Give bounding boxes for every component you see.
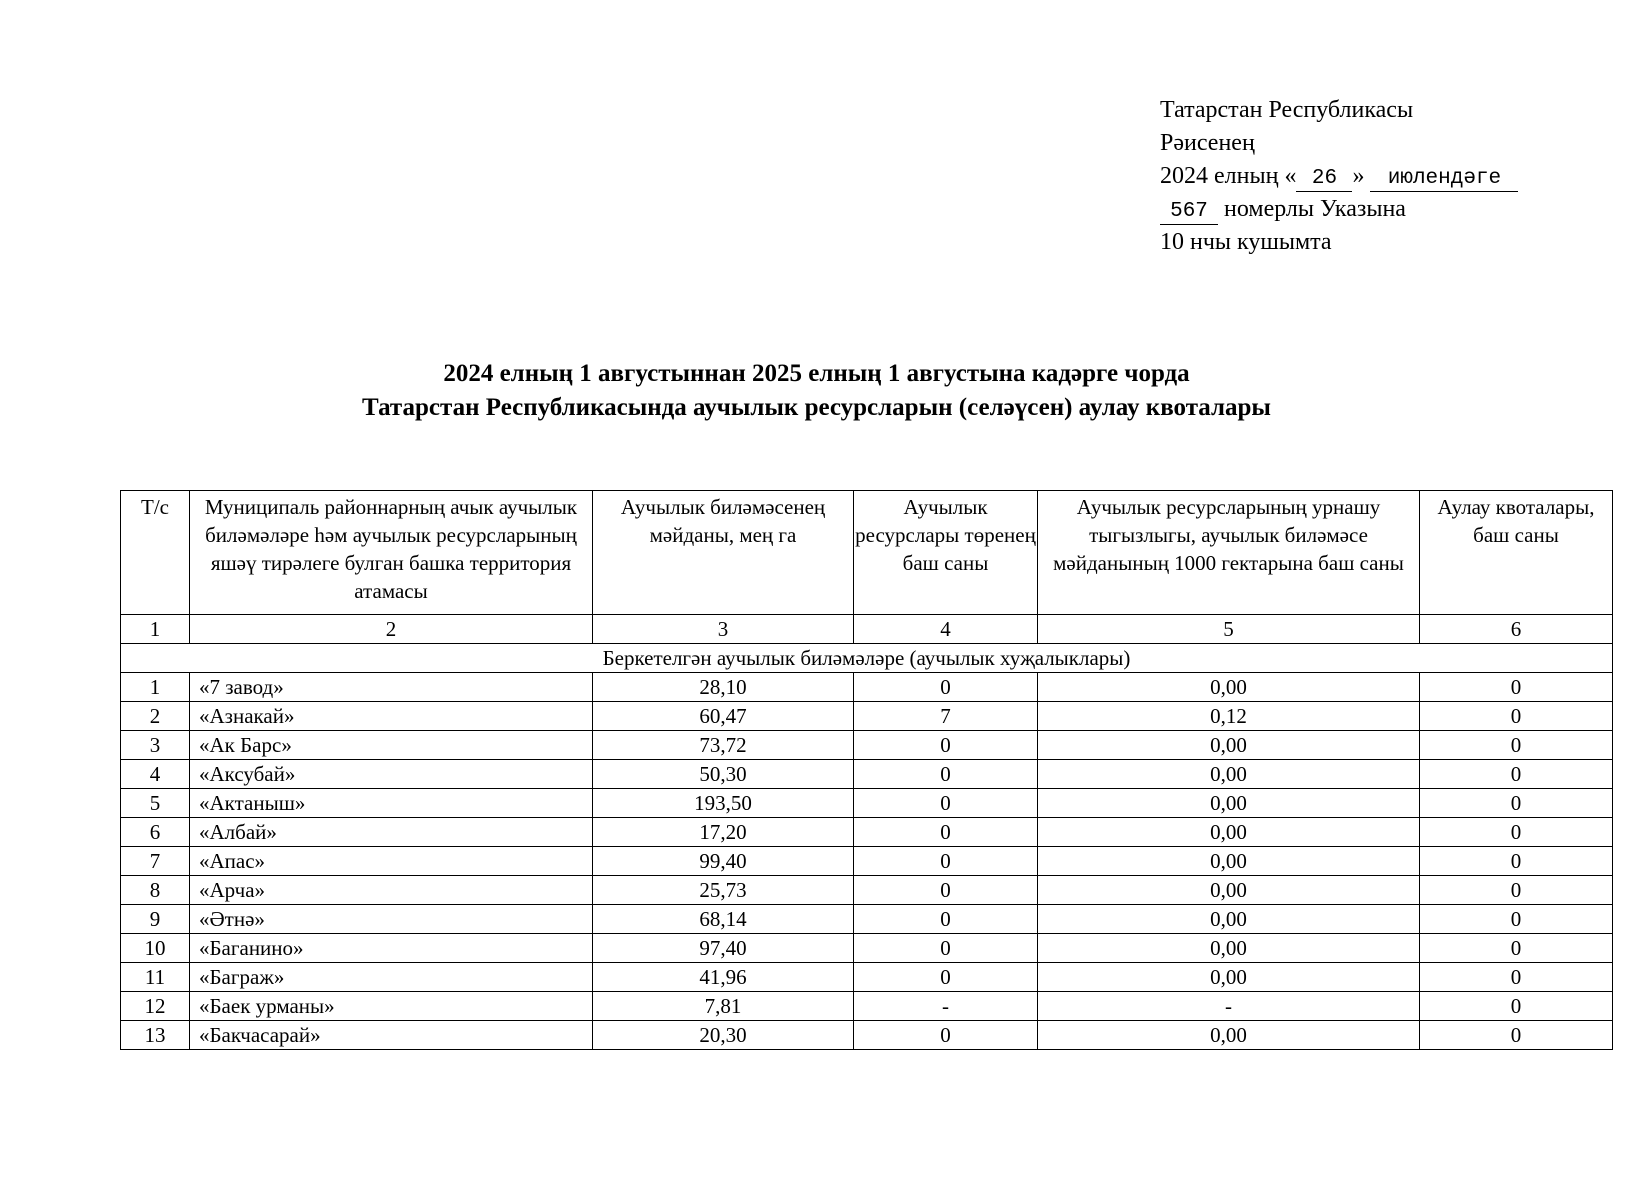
cell-territory-name: «7 завод» (190, 673, 593, 702)
table-row (121, 934, 1613, 963)
cell-count: 0 (854, 905, 1038, 934)
cell-density: 0,00 (1038, 963, 1420, 992)
title-line-2: Татарстан Республикасында аучылык ресурсларын (селәүсен) аулау квоталары (362, 394, 1271, 421)
cell-index: 5 (121, 789, 190, 818)
title-line-1: 2024 елның 1 августыннан 2025 елның 1 августына кадәрге чорда (443, 360, 1190, 387)
cell-area: 41,96 (593, 963, 854, 992)
cell-area: 73,72 (593, 731, 854, 760)
section-row (121, 644, 1613, 673)
table-row (121, 818, 1613, 847)
cell-density: 0,00 (1038, 934, 1420, 963)
cell-territory-name: «Албай» (190, 818, 593, 847)
header-area: Аучылык биләмәсенең мәйданы, мең га (593, 491, 854, 615)
cell-territory-name: «Арча» (190, 876, 593, 905)
cell-quota: 0 (1420, 963, 1613, 992)
cell-territory-name: «Апас» (190, 847, 593, 876)
header-density: Аучылык ресурсларының урнашу тыгызлыгы, аучылык биләмәсе мәйданының 1000 гектарына баш саны (1038, 491, 1420, 615)
annex-day: 26 (1296, 167, 1352, 192)
table-row (121, 731, 1613, 760)
table-row (121, 847, 1613, 876)
cell-quota: 0 (1420, 702, 1613, 731)
cell-quota: 0 (1420, 760, 1613, 789)
cell-count: 0 (854, 673, 1038, 702)
cell-area: 7,81 (593, 992, 854, 1021)
cell-count: 0 (854, 1021, 1038, 1050)
cell-index: 12 (121, 992, 190, 1021)
cell-density: - (1038, 992, 1420, 1021)
cell-territory-name: «Баганино» (190, 934, 593, 963)
table-row (121, 992, 1613, 1021)
cell-area: 68,14 (593, 905, 854, 934)
table-row (121, 760, 1613, 789)
column-number: 2 (190, 615, 593, 644)
cell-area: 50,30 (593, 760, 854, 789)
cell-index: 6 (121, 818, 190, 847)
cell-area: 17,20 (593, 818, 854, 847)
annex-line-number (1160, 193, 1560, 226)
cell-density: 0,00 (1038, 847, 1420, 876)
cell-density: 0,00 (1038, 876, 1420, 905)
annex-number-suffix: номерлы Указына (1218, 196, 1406, 222)
cell-quota: 0 (1420, 992, 1613, 1021)
quota-table-container (120, 490, 1612, 1050)
table-row (121, 702, 1613, 731)
cell-quota: 0 (1420, 905, 1613, 934)
cell-count: - (854, 992, 1038, 1021)
cell-quota: 0 (1420, 1021, 1613, 1050)
cell-quota: 0 (1420, 731, 1613, 760)
column-number: 5 (1038, 615, 1420, 644)
annex-line-president: Рәисенең (1160, 130, 1255, 156)
column-number: 4 (854, 615, 1038, 644)
cell-quota: 0 (1420, 818, 1613, 847)
cell-quota: 0 (1420, 789, 1613, 818)
table-row (121, 673, 1613, 702)
cell-density: 0,00 (1038, 731, 1420, 760)
annex-line-appendix: 10 нчы кушымта (1160, 229, 1332, 255)
column-number-row (121, 615, 1613, 644)
cell-density: 0,00 (1038, 905, 1420, 934)
cell-area: 97,40 (593, 934, 854, 963)
column-number: 1 (121, 615, 190, 644)
cell-index: 2 (121, 702, 190, 731)
cell-density: 0,00 (1038, 1021, 1420, 1050)
cell-area: 20,30 (593, 1021, 854, 1050)
cell-quota: 0 (1420, 934, 1613, 963)
header-quota: Аулау квоталары, баш саны (1420, 491, 1613, 615)
annex-year-text: 2024 елның « (1160, 163, 1297, 189)
table-body (121, 644, 1613, 1050)
table-row (121, 789, 1613, 818)
cell-territory-name: «Актаныш» (190, 789, 593, 818)
cell-count: 7 (854, 702, 1038, 731)
cell-density: 0,00 (1038, 760, 1420, 789)
cell-territory-name: «Баграж» (190, 963, 593, 992)
cell-density: 0,00 (1038, 673, 1420, 702)
cell-density: 0,00 (1038, 818, 1420, 847)
cell-territory-name: «Баек урманы» (190, 992, 593, 1021)
cell-index: 8 (121, 876, 190, 905)
cell-index: 10 (121, 934, 190, 963)
cell-count: 0 (854, 818, 1038, 847)
annex-header (1160, 94, 1560, 259)
cell-index: 4 (121, 760, 190, 789)
cell-index: 3 (121, 731, 190, 760)
cell-area: 99,40 (593, 847, 854, 876)
cell-density: 0,12 (1038, 702, 1420, 731)
document-title (0, 357, 1633, 425)
cell-territory-name: «Ак Барс» (190, 731, 593, 760)
annex-decree-number: 567 (1160, 200, 1218, 225)
table-row (121, 963, 1613, 992)
cell-territory-name: «Әтнә» (190, 905, 593, 934)
column-number: 3 (593, 615, 854, 644)
cell-count: 0 (854, 731, 1038, 760)
cell-territory-name: «Азнакай» (190, 702, 593, 731)
table-header-row (121, 491, 1613, 615)
column-number: 6 (1420, 615, 1613, 644)
cell-area: 28,10 (593, 673, 854, 702)
annex-line-republic: Татарстан Республикасы (1160, 97, 1414, 123)
cell-index: 9 (121, 905, 190, 934)
cell-index: 7 (121, 847, 190, 876)
cell-area: 60,47 (593, 702, 854, 731)
cell-index: 13 (121, 1021, 190, 1050)
cell-territory-name: «Аксубай» (190, 760, 593, 789)
annex-close-quote: » (1352, 163, 1365, 189)
section-title: Беркетелгән аучылык биләмәләре (аучылык хуҗалыклары) (121, 644, 1613, 673)
cell-index: 11 (121, 963, 190, 992)
quota-table (120, 490, 1613, 1050)
cell-area: 25,73 (593, 876, 854, 905)
cell-territory-name: «Бакчасарай» (190, 1021, 593, 1050)
cell-count: 0 (854, 963, 1038, 992)
cell-count: 0 (854, 789, 1038, 818)
header-territory: Муниципаль районнарның ачык аучылык биләмәләре һәм аучылык ресурсларының яшәү тирәлеге булган башка территория атамасы (190, 491, 593, 615)
cell-quota: 0 (1420, 876, 1613, 905)
cell-quota: 0 (1420, 673, 1613, 702)
annex-month: июлендәге (1370, 167, 1518, 192)
annex-line-date (1160, 160, 1560, 193)
table-row (121, 905, 1613, 934)
header-count: Аучылык ресурслары төренең баш саны (854, 491, 1038, 615)
table-row (121, 1021, 1613, 1050)
cell-index: 1 (121, 673, 190, 702)
header-index: Т/с (121, 491, 190, 615)
cell-count: 0 (854, 847, 1038, 876)
cell-density: 0,00 (1038, 789, 1420, 818)
table-row (121, 876, 1613, 905)
cell-area: 193,50 (593, 789, 854, 818)
cell-count: 0 (854, 760, 1038, 789)
cell-quota: 0 (1420, 847, 1613, 876)
cell-count: 0 (854, 934, 1038, 963)
cell-count: 0 (854, 876, 1038, 905)
